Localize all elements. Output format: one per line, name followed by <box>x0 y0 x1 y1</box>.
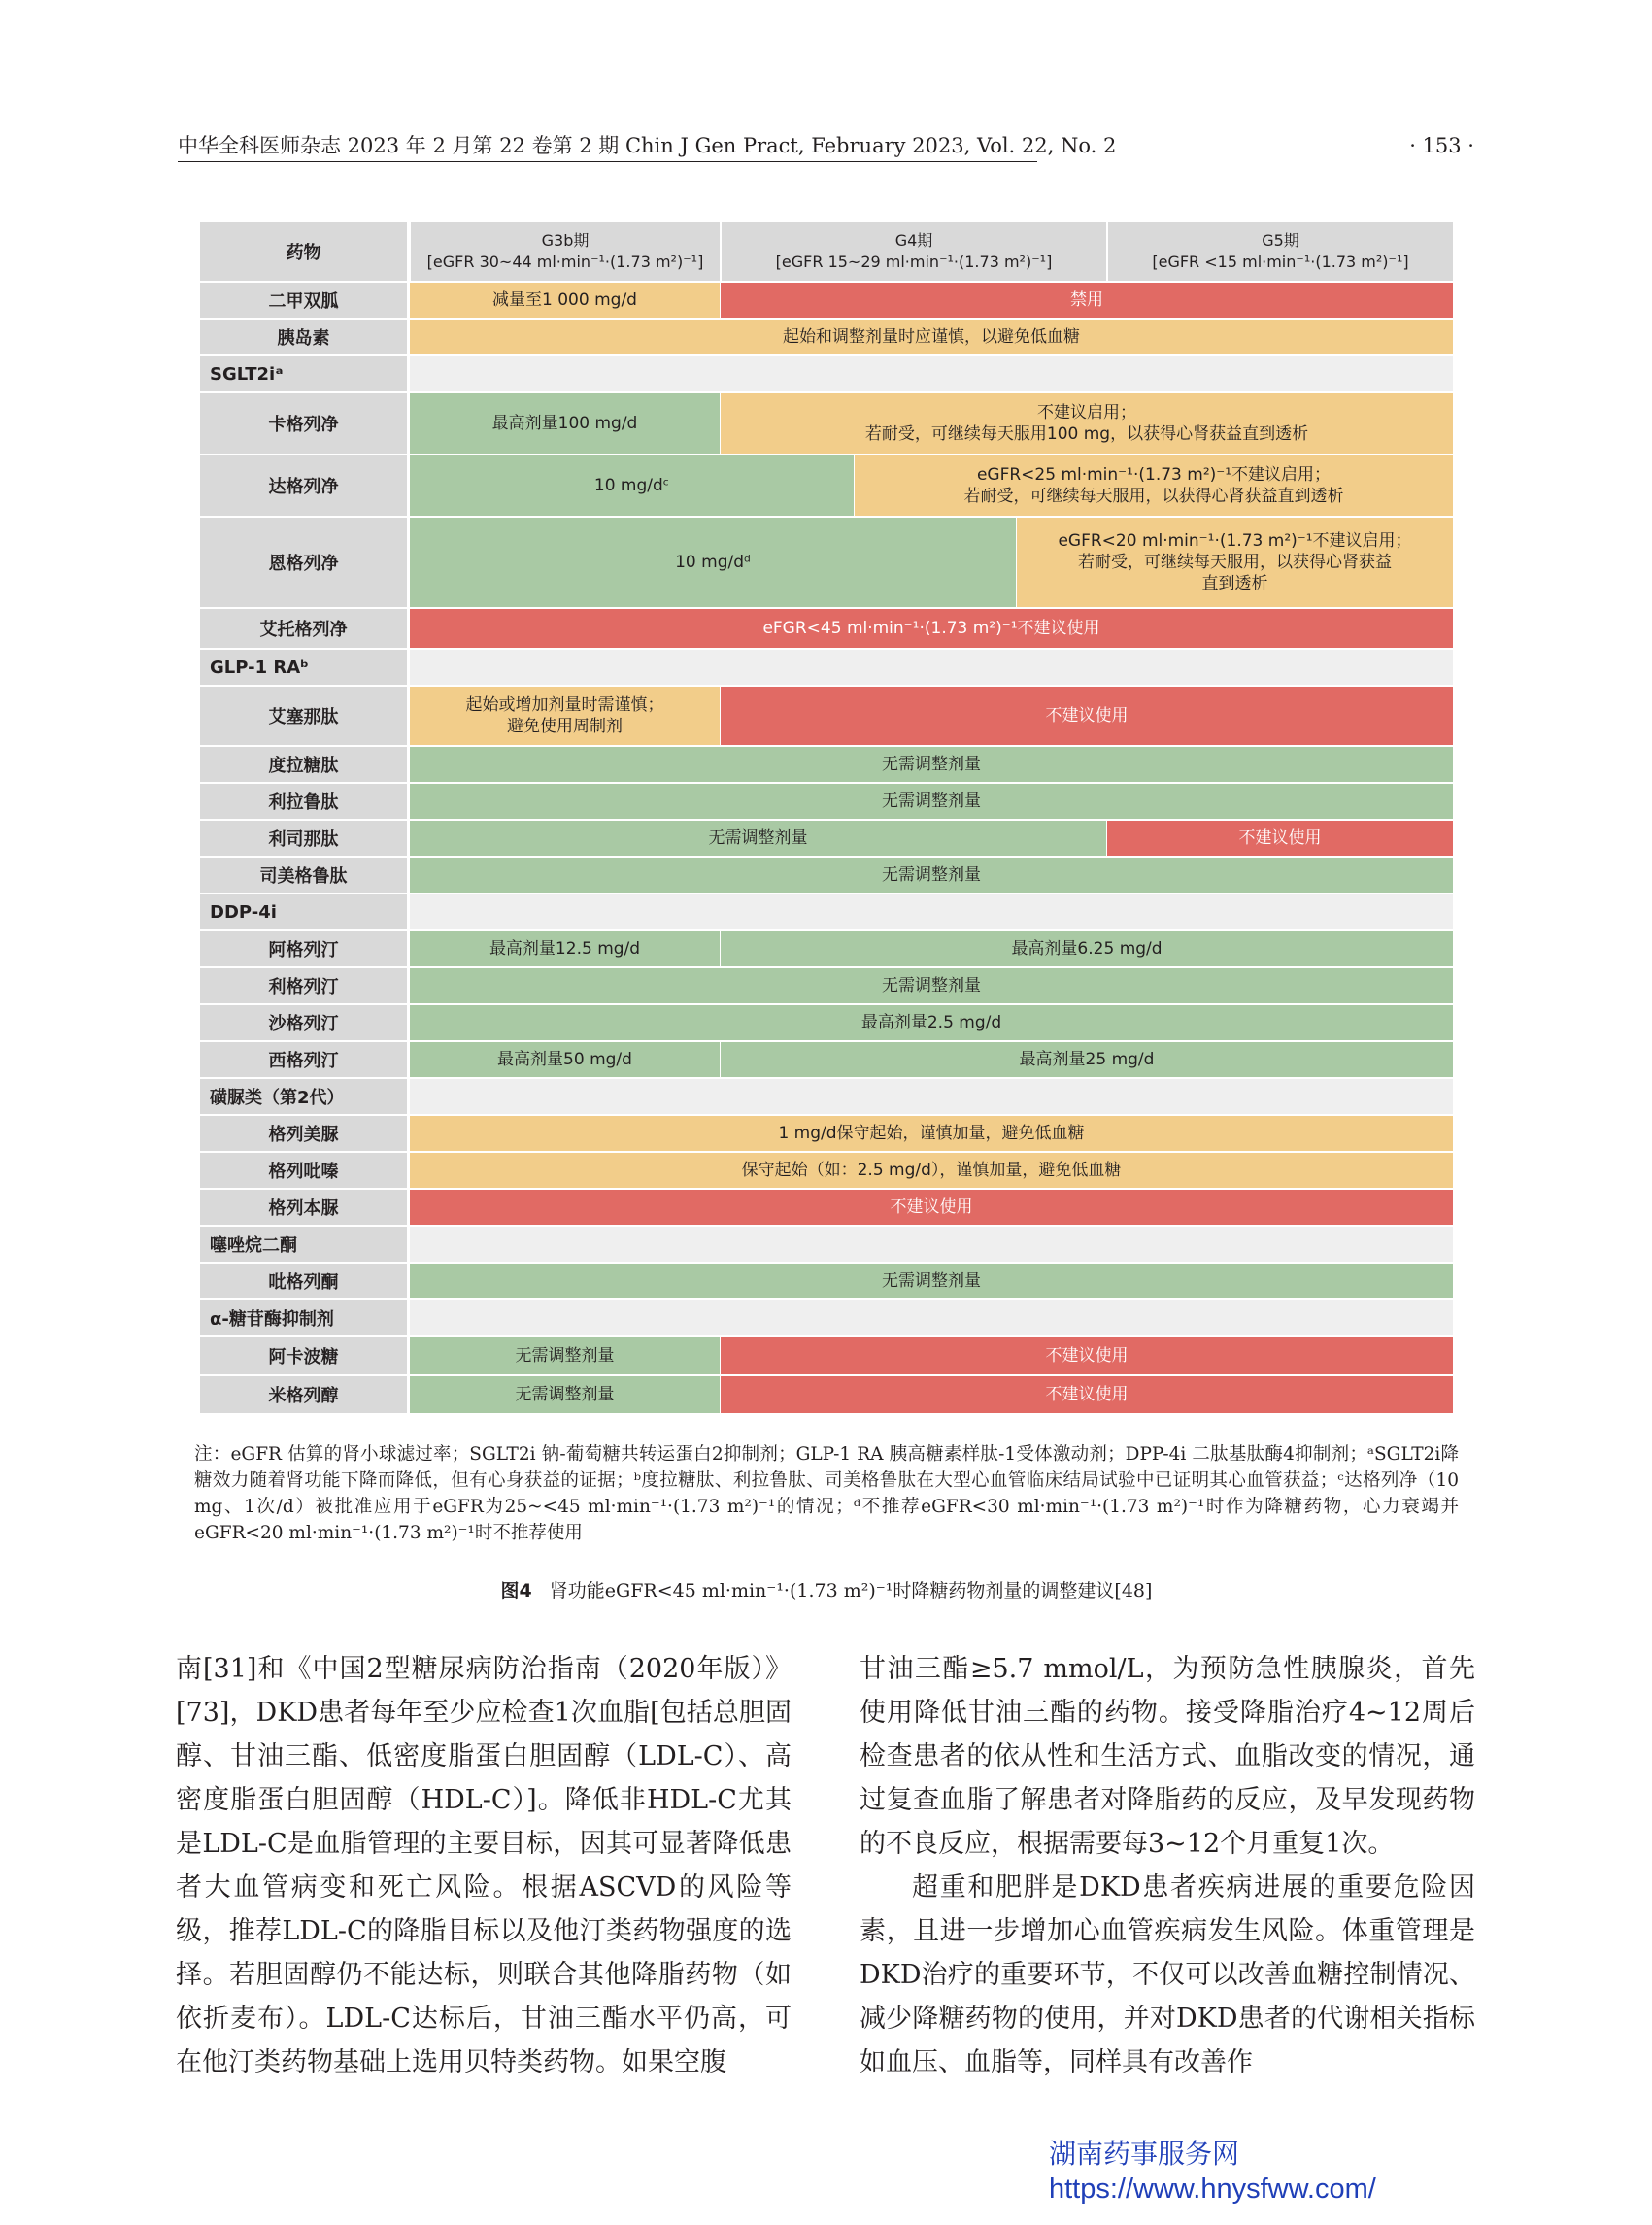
stage-name: G5期 <box>1262 231 1299 250</box>
column-header-g3b <box>409 222 720 281</box>
table-row <box>200 283 1453 320</box>
dose-cell: 最高剂量6.25 mg/d <box>720 931 1453 966</box>
drug-name: 利格列汀 <box>200 968 409 1003</box>
empty-cell <box>409 356 1453 391</box>
category-name: 噻唑烷二酮 <box>200 1227 409 1262</box>
drug-name: 阿卡波糖 <box>200 1337 409 1374</box>
dose-cell: 无需调整剂量 <box>409 968 1453 1003</box>
column-header-g5 <box>1106 222 1453 281</box>
watermark-name: 湖南药事服务网 <box>1049 2139 1240 2169</box>
table-row <box>200 784 1453 821</box>
note-text: 注：eGFR 估算的肾小球滤过率；SGLT2i 钠-葡萄糖共转运蛋白2抑制剂；GLP-1 RA 胰高糖素样肽-1受体激动剂；DPP-4i 二肽基肽酶4抑制剂；ᵃSGLT2i降糖效力随着肾功能下降而降低，但有心身获益的证据；ᵇ度拉糖肽、利拉鲁肽、司美格鲁肽在大型心血管临床结局试验中已证明其心血管获益；ᶜ达格列净（10 mg、1次/d）被批准应用于eGFR为25~<45 ml·min⁻¹·(1.73 m²)⁻¹的情况；ᵈ不推荐eGFR<30 ml·min⁻¹·(1.73 m²)⁻¹时作为降糖药物，心力衰竭并eGFR<20 ml·min⁻¹·(1.73 m²)⁻¹时不推荐使用 <box>194 1444 1459 1543</box>
figure-caption <box>194 1577 1459 1604</box>
category-row <box>200 1300 1453 1337</box>
table-row <box>200 393 1453 455</box>
drug-name: 达格列净 <box>200 455 409 516</box>
drug-name: 格列本脲 <box>200 1190 409 1225</box>
table-row <box>200 1005 1453 1042</box>
dose-cell: 1 mg/d保守起始，谨慎加量，避免低血糖 <box>409 1116 1453 1151</box>
drug-name: 阿格列汀 <box>200 931 409 966</box>
dose-cell: eFGR<45 ml·min⁻¹·(1.73 m²)⁻¹不建议使用 <box>409 609 1453 648</box>
category-name: DDP-4i <box>200 894 409 929</box>
empty-cell <box>409 894 1453 929</box>
drug-name: 利司那肽 <box>200 821 409 856</box>
dose-cell: 10 mg/dᵈ <box>409 518 1016 607</box>
drug-name: 度拉糖肽 <box>200 747 409 782</box>
category-row <box>200 894 1453 931</box>
dose-cell: 10 mg/dᶜ <box>409 455 854 516</box>
table-row <box>200 1116 1453 1153</box>
category-name: 磺脲类（第2代） <box>200 1079 409 1114</box>
table-row <box>200 320 1453 356</box>
body-column-left <box>176 1647 792 2084</box>
table-row <box>200 609 1453 650</box>
dose-cell: eGFR<25 ml·min⁻¹·(1.73 m²)⁻¹不建议启用； 若耐受，可继续每天服用，以获得心肾获益直到透析 <box>854 455 1453 516</box>
dose-cell: 最高剂量2.5 mg/d <box>409 1005 1453 1040</box>
drug-name: 恩格列净 <box>200 518 409 607</box>
dose-cell: 最高剂量50 mg/d <box>409 1042 720 1077</box>
running-header: 中华全科医师杂志 2023 年 2 月第 22 卷第 2 期 Chin J Gen Pract, February 2023, Vol. 22, No. 2 <box>178 132 1037 162</box>
table-row <box>200 455 1453 518</box>
table-row <box>200 1190 1453 1227</box>
dose-cell: 最高剂量25 mg/d <box>720 1042 1453 1077</box>
dose-cell: 不建议使用 <box>720 1337 1453 1374</box>
dose-cell: 无需调整剂量 <box>409 858 1453 893</box>
dose-cell: 无需调整剂量 <box>409 747 1453 782</box>
watermark <box>1049 2137 1496 2207</box>
drug-name: 吡格列酮 <box>200 1264 409 1298</box>
table-header-row <box>200 222 1453 283</box>
table-row <box>200 518 1453 609</box>
category-name: GLP-1 RAᵇ <box>200 650 409 685</box>
table-row <box>200 1153 1453 1190</box>
drug-name: 司美格鲁肽 <box>200 858 409 893</box>
watermark-url: https://www.hnysfww.com/ <box>1049 2174 1376 2205</box>
dose-cell: 无需调整剂量 <box>409 1264 1453 1298</box>
stage-range: [eGFR 30~44 ml·min⁻¹·(1.73 m²)⁻¹] <box>426 253 704 271</box>
table-row <box>200 747 1453 784</box>
figure-label: 图4 <box>500 1580 532 1601</box>
stage-name: G3b期 <box>541 231 590 250</box>
drug-name: 米格列醇 <box>200 1376 409 1413</box>
dose-cell: 减量至1 000 mg/d <box>409 283 720 318</box>
drug-name: 二甲双胍 <box>200 283 409 318</box>
dose-cell: 起始和调整剂量时应谨慎，以避免低血糖 <box>409 320 1453 354</box>
stage-range: [eGFR <15 ml·min⁻¹·(1.73 m²)⁻¹] <box>1152 253 1409 271</box>
dose-cell: 禁用 <box>720 283 1453 318</box>
paragraph: 南[31]和《中国2型糖尿病防治指南（2020年版）》[73]，DKD患者每年至少应检查1次血脂[包括总胆固醇、甘油三酯、低密度脂蛋白胆固醇（LDL-C）、高密度脂蛋白胆固醇（HDL-C）]。降低非HDL-C尤其是LDL-C是血脂管理的主要目标，因其可显著降低患者大血管病变和死亡风险。根据ASCVD的风险等级，推荐LDL-C的降脂目标以及他汀类药物强度的选择。若胆固醇仍不能达标，则联合其他降脂药物（如依折麦布）。LDL-C达标后，甘油三酯水平仍高，可在他汀类药物基础上选用贝特类药物。如果空腹 <box>176 1654 792 2077</box>
drug-name: 卡格列净 <box>200 393 409 454</box>
empty-cell <box>409 650 1453 685</box>
dose-cell: 不建议使用 <box>720 687 1453 745</box>
column-header-g4 <box>720 222 1106 281</box>
dose-cell: 无需调整剂量 <box>409 784 1453 819</box>
table-row <box>200 1337 1453 1376</box>
stage-range: [eGFR 15~29 ml·min⁻¹·(1.73 m²)⁻¹] <box>775 253 1053 271</box>
dose-cell: 不建议启用； 若耐受，可继续每天服用100 mg，以获得心肾获益直到透析 <box>720 393 1453 454</box>
category-row <box>200 650 1453 687</box>
dose-cell: 无需调整剂量 <box>409 1337 720 1374</box>
dose-cell: 起始或增加剂量时需谨慎； 避免使用周制剂 <box>409 687 720 745</box>
table-note <box>194 1441 1459 1546</box>
dose-cell: 最高剂量100 mg/d <box>409 393 720 454</box>
category-name: SGLT2iᵃ <box>200 356 409 391</box>
drug-name: 西格列汀 <box>200 1042 409 1077</box>
paragraph: 超重和肥胖是DKD患者疾病进展的重要危险因素，且进一步增加心血管疾病发生风险。体重管理是DKD治疗的重要环节，不仅可以改善血糖控制情况、减少降糖药物的使用，并对DKD患者的代谢相关指标如血压、血脂等，同样具有改善作 <box>860 1872 1475 2077</box>
body-column-right <box>860 1647 1475 2084</box>
dose-cell: 不建议使用 <box>409 1190 1453 1225</box>
dosage-table <box>200 222 1453 1427</box>
drug-name: 格列美脲 <box>200 1116 409 1151</box>
table-row <box>200 1042 1453 1079</box>
table-row <box>200 968 1453 1005</box>
page-number: · 153 · <box>1409 134 1474 157</box>
paragraph: 甘油三酯≥5.7 mmol/L，为预防急性胰腺炎，首先使用降低甘油三酯的药物。接受降脂治疗4~12周后检查患者的依从性和生活方式、血脂改变的情况，通过复查血脂了解患者对降脂药的反应，及早发现药物的不良反应，根据需要每3~12个月重复1次。 <box>860 1654 1475 1859</box>
table-row <box>200 1264 1453 1300</box>
dose-cell: 保守起始（如：2.5 mg/d），谨慎加量，避免低血糖 <box>409 1153 1453 1188</box>
dose-cell: eGFR<20 ml·min⁻¹·(1.73 m²)⁻¹不建议启用； 若耐受，可继续每天服用，以获得心肾获益 直到透析 <box>1016 518 1453 607</box>
empty-cell <box>409 1079 1453 1114</box>
table-row <box>200 1376 1453 1415</box>
empty-cell <box>409 1300 1453 1335</box>
drug-name: 艾托格列净 <box>200 609 409 648</box>
category-row <box>200 1079 1453 1116</box>
dose-cell: 无需调整剂量 <box>409 821 1106 856</box>
category-name: α-糖苷酶抑制剂 <box>200 1300 409 1335</box>
dose-cell: 最高剂量12.5 mg/d <box>409 931 720 966</box>
table-row <box>200 858 1453 894</box>
category-row <box>200 356 1453 393</box>
drug-name: 沙格列汀 <box>200 1005 409 1040</box>
table-row <box>200 687 1453 747</box>
column-header-drug: 药物 <box>200 222 409 281</box>
dose-cell: 无需调整剂量 <box>409 1376 720 1413</box>
drug-name: 利拉鲁肽 <box>200 784 409 819</box>
drug-name: 格列吡嗪 <box>200 1153 409 1188</box>
category-row <box>200 1227 1453 1264</box>
dose-cell: 不建议使用 <box>720 1376 1453 1413</box>
empty-cell <box>409 1227 1453 1262</box>
stage-name: G4期 <box>894 231 933 250</box>
drug-name: 艾塞那肽 <box>200 687 409 745</box>
drug-name: 胰岛素 <box>200 320 409 354</box>
table-row <box>200 931 1453 968</box>
table-row <box>200 821 1453 858</box>
figure-title: 肾功能eGFR<45 ml·min⁻¹·(1.73 m²)⁻¹时降糖药物剂量的调整建议[48] <box>549 1580 1153 1601</box>
dose-cell: 不建议使用 <box>1106 821 1453 856</box>
